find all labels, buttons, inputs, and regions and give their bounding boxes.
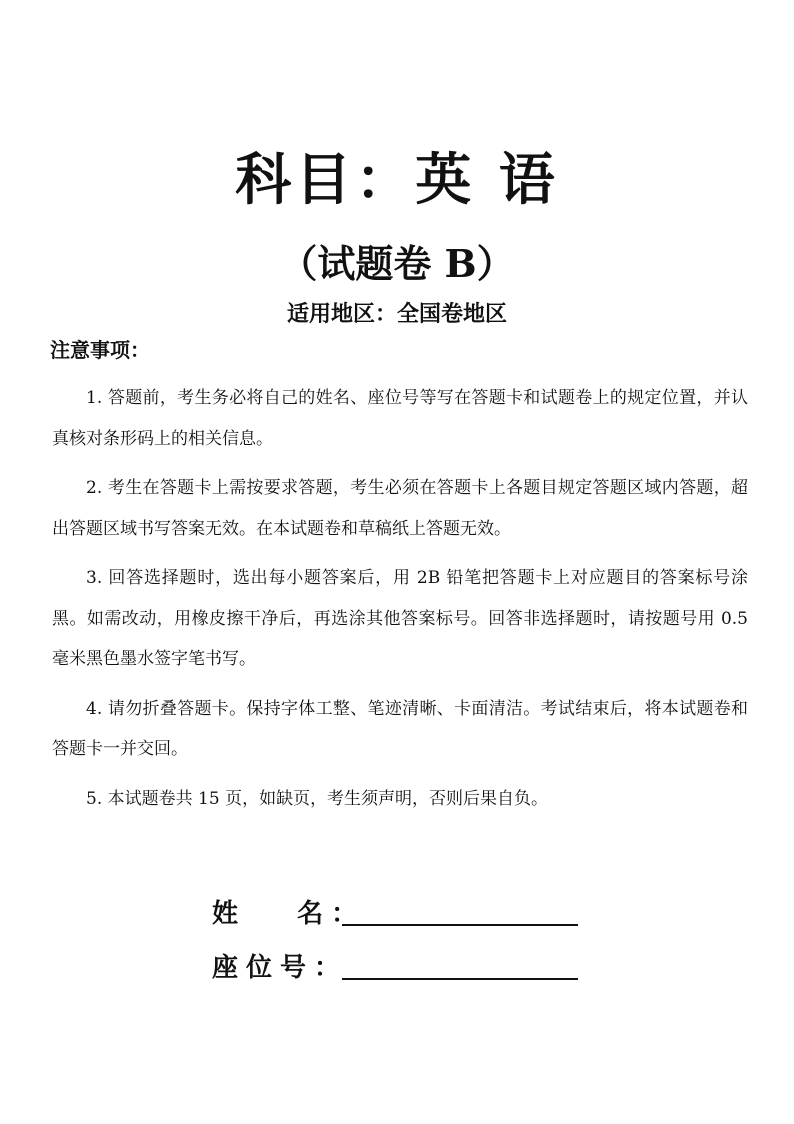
notice-item: 3. 回答选择题时，选出每小题答案后，用 2B 铅笔把答题卡上对应题目的答案标号涂黑。如需改动，用橡皮擦干净后，再选涂其他答案标号。回答非选择题时，请按题号用 0.5 毫米黑色墨水签字笔书写。: [52, 568, 754, 669]
notice-list: [52, 378, 754, 828]
name-field-row: [212, 882, 592, 934]
applicable-region: 适用地区：全国卷地区: [286, 302, 507, 327]
seat-field-row: [212, 936, 592, 988]
notice-item: 4. 请勿折叠答题卡。保持字体工整、笔迹清晰、卡面清洁。考试结束后，将本试题卷和答题卡一并交回。: [52, 698, 748, 759]
name-blank-line[interactable]: [342, 924, 578, 926]
notice-item: 2. 考生在答题卡上需按要求答题，考生必须在答题卡上各题目规定答题区域内答题，超出答题区域书写答案无效。在本试题卷和草稿纸上答题无效。: [52, 478, 748, 539]
notice-item: 5. 本试题卷共 15 页，如缺页，考生须声明，否则后果自负。: [86, 788, 549, 809]
paper-version-subtitle: （试题卷 B）: [279, 241, 515, 286]
candidate-info-fields: [212, 882, 592, 990]
seat-number-blank-line[interactable]: [342, 978, 578, 980]
name-label: 姓 名：: [212, 899, 366, 929]
notice-heading: 注意事项：: [50, 338, 150, 362]
notice-item: 1. 答题前，考生务必将自己的姓名、座位号等写在答题卡和试题卷上的规定位置，并认真核对条形码上的相关信息。: [52, 388, 748, 449]
seat-number-label: 座位号：: [212, 953, 349, 983]
subject-title: 科目：英 语: [235, 147, 559, 213]
